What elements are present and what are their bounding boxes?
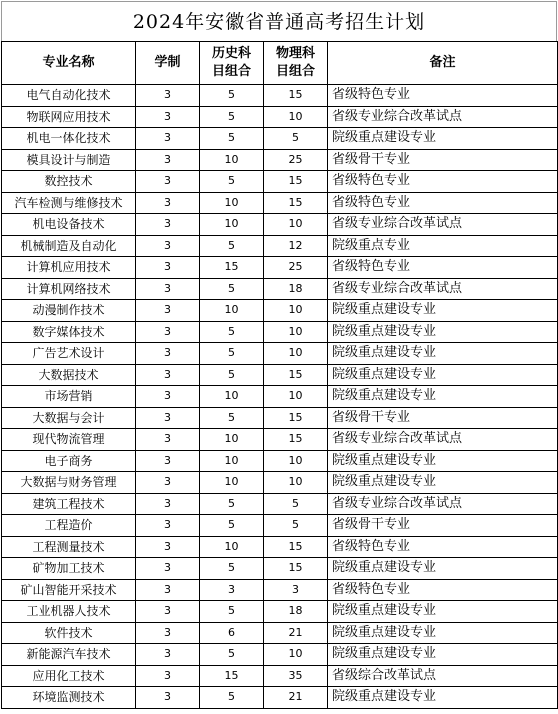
years-cell[interactable]: 3 — [136, 644, 200, 666]
note-cell[interactable]: 院级重点建设专业 — [328, 622, 558, 644]
history-cell[interactable]: 10 — [200, 149, 264, 171]
note-cell[interactable]: 省级骨干专业 — [328, 407, 558, 429]
history-cell[interactable]: 10 — [200, 536, 264, 558]
header-history[interactable]: 历史科目组合 — [200, 42, 264, 85]
history-cell[interactable]: 5 — [200, 343, 264, 365]
header-physics[interactable]: 物理科目组合 — [264, 42, 328, 85]
note-cell[interactable]: 院级重点建设专业 — [328, 601, 558, 623]
history-cell[interactable]: 5 — [200, 493, 264, 515]
physics-cell[interactable]: 15 — [264, 536, 328, 558]
table-row — [2, 536, 558, 558]
major-cell[interactable]: 工业机器人技术 — [2, 601, 136, 623]
years-cell[interactable]: 3 — [136, 85, 200, 107]
table-row — [2, 429, 558, 451]
history-cell[interactable]: 3 — [200, 579, 264, 601]
note-cell[interactable]: 省级专业综合改革试点 — [328, 214, 558, 236]
years-cell[interactable]: 3 — [136, 622, 200, 644]
physics-cell[interactable]: 5 — [264, 493, 328, 515]
years-cell[interactable]: 3 — [136, 493, 200, 515]
history-cell[interactable]: 10 — [200, 472, 264, 494]
major-cell[interactable]: 现代物流管理 — [2, 429, 136, 451]
years-cell[interactable]: 3 — [136, 407, 200, 429]
history-cell[interactable]: 5 — [200, 278, 264, 300]
physics-cell[interactable]: 5 — [264, 515, 328, 537]
note-cell[interactable]: 省级骨干专业 — [328, 149, 558, 171]
major-cell[interactable]: 矿山智能开采技术 — [2, 579, 136, 601]
years-cell[interactable]: 3 — [136, 235, 200, 257]
major-cell[interactable]: 矿物加工技术 — [2, 558, 136, 580]
header-major[interactable]: 专业名称 — [2, 42, 136, 85]
physics-cell[interactable]: 25 — [264, 149, 328, 171]
history-cell[interactable]: 5 — [200, 687, 264, 709]
note-cell[interactable]: 院级重点建设专业 — [328, 687, 558, 709]
note-cell[interactable]: 省级综合改革试点 — [328, 665, 558, 687]
note-cell[interactable]: 院级重点建设专业 — [328, 128, 558, 150]
years-cell[interactable]: 3 — [136, 386, 200, 408]
note-cell[interactable]: 院级重点建设专业 — [328, 450, 558, 472]
note-cell[interactable]: 院级重点建设专业 — [328, 343, 558, 365]
note-cell[interactable]: 院级重点建设专业 — [328, 321, 558, 343]
major-cell[interactable]: 机电设备技术 — [2, 214, 136, 236]
enrollment-plan-table — [1, 41, 558, 709]
history-cell[interactable]: 5 — [200, 364, 264, 386]
history-cell[interactable]: 15 — [200, 665, 264, 687]
years-cell[interactable]: 3 — [136, 687, 200, 709]
history-cell[interactable]: 10 — [200, 192, 264, 214]
note-cell[interactable]: 省级专业综合改革试点 — [328, 106, 558, 128]
history-cell[interactable]: 10 — [200, 450, 264, 472]
physics-cell[interactable]: 3 — [264, 579, 328, 601]
note-cell[interactable]: 省级专业综合改革试点 — [328, 278, 558, 300]
table-row — [2, 257, 558, 279]
table-row — [2, 515, 558, 537]
table-row — [2, 128, 558, 150]
major-cell[interactable]: 计算机应用技术 — [2, 257, 136, 279]
history-cell[interactable]: 5 — [200, 601, 264, 623]
physics-cell[interactable]: 15 — [264, 364, 328, 386]
note-cell[interactable]: 院级重点建设专业 — [328, 364, 558, 386]
header-row — [2, 42, 558, 85]
table-row — [2, 386, 558, 408]
physics-cell[interactable]: 10 — [264, 321, 328, 343]
table-body — [2, 85, 558, 709]
years-cell[interactable]: 3 — [136, 128, 200, 150]
note-cell[interactable]: 院级重点建设专业 — [328, 644, 558, 666]
major-cell[interactable]: 大数据技术 — [2, 364, 136, 386]
history-cell[interactable]: 10 — [200, 429, 264, 451]
history-cell[interactable]: 5 — [200, 85, 264, 107]
table-row — [2, 687, 558, 709]
major-cell[interactable]: 市场营销 — [2, 386, 136, 408]
note-cell[interactable]: 省级特色专业 — [328, 536, 558, 558]
major-cell[interactable]: 汽车检测与维修技术 — [2, 192, 136, 214]
table-row — [2, 106, 558, 128]
history-cell[interactable]: 10 — [200, 300, 264, 322]
years-cell[interactable]: 3 — [136, 343, 200, 365]
physics-cell[interactable]: 35 — [264, 665, 328, 687]
major-cell[interactable]: 电子商务 — [2, 450, 136, 472]
physics-cell[interactable]: 10 — [264, 106, 328, 128]
years-cell[interactable]: 3 — [136, 579, 200, 601]
major-cell[interactable]: 模具设计与制造 — [2, 149, 136, 171]
major-cell[interactable]: 计算机网络技术 — [2, 278, 136, 300]
major-cell[interactable]: 应用化工技术 — [2, 665, 136, 687]
physics-cell[interactable]: 15 — [264, 171, 328, 193]
years-cell[interactable]: 3 — [136, 192, 200, 214]
table-row — [2, 85, 558, 107]
years-cell[interactable]: 3 — [136, 515, 200, 537]
years-cell[interactable]: 3 — [136, 558, 200, 580]
years-cell[interactable]: 3 — [136, 257, 200, 279]
physics-cell[interactable]: 10 — [264, 343, 328, 365]
physics-cell[interactable]: 21 — [264, 622, 328, 644]
note-cell[interactable]: 院级重点专业 — [328, 235, 558, 257]
table-row — [2, 192, 558, 214]
note-cell[interactable]: 省级特色专业 — [328, 192, 558, 214]
years-cell[interactable]: 3 — [136, 472, 200, 494]
major-cell[interactable]: 电气自动化技术 — [2, 85, 136, 107]
years-cell[interactable]: 3 — [136, 171, 200, 193]
note-cell[interactable]: 省级特色专业 — [328, 257, 558, 279]
history-cell[interactable]: 10 — [200, 214, 264, 236]
history-cell[interactable]: 5 — [200, 558, 264, 580]
table-row — [2, 214, 558, 236]
table-row — [2, 558, 558, 580]
history-cell[interactable]: 5 — [200, 128, 264, 150]
table-row — [2, 364, 558, 386]
major-cell[interactable]: 工程测量技术 — [2, 536, 136, 558]
major-cell[interactable]: 工程造价 — [2, 515, 136, 537]
table-row — [2, 171, 558, 193]
note-cell[interactable]: 省级特色专业 — [328, 85, 558, 107]
history-cell[interactable]: 5 — [200, 106, 264, 128]
note-cell[interactable]: 院级重点建设专业 — [328, 558, 558, 580]
history-cell[interactable]: 10 — [200, 386, 264, 408]
table-row — [2, 601, 558, 623]
history-cell[interactable]: 5 — [200, 171, 264, 193]
spreadsheet — [1, 1, 557, 712]
years-cell[interactable]: 3 — [136, 278, 200, 300]
history-cell[interactable]: 15 — [200, 257, 264, 279]
note-cell[interactable]: 省级特色专业 — [328, 579, 558, 601]
note-cell[interactable]: 院级重点建设专业 — [328, 386, 558, 408]
major-cell[interactable]: 软件技术 — [2, 622, 136, 644]
history-cell[interactable]: 6 — [200, 622, 264, 644]
table-row — [2, 472, 558, 494]
years-cell[interactable]: 3 — [136, 536, 200, 558]
table-row — [2, 321, 558, 343]
physics-cell[interactable]: 10 — [264, 386, 328, 408]
physics-cell[interactable]: 15 — [264, 85, 328, 107]
years-cell[interactable]: 3 — [136, 601, 200, 623]
major-cell[interactable]: 数字媒体技术 — [2, 321, 136, 343]
years-cell[interactable]: 3 — [136, 321, 200, 343]
note-cell[interactable]: 院级重点建设专业 — [328, 300, 558, 322]
major-cell[interactable]: 数控技术 — [2, 171, 136, 193]
major-cell[interactable]: 广告艺术设计 — [2, 343, 136, 365]
history-cell[interactable]: 5 — [200, 321, 264, 343]
years-cell[interactable]: 3 — [136, 214, 200, 236]
table-row — [2, 149, 558, 171]
physics-cell[interactable]: 15 — [264, 558, 328, 580]
physics-cell[interactable]: 18 — [264, 278, 328, 300]
note-cell[interactable]: 省级专业综合改革试点 — [328, 429, 558, 451]
physics-cell[interactable]: 10 — [264, 214, 328, 236]
header-years[interactable]: 学制 — [136, 42, 200, 85]
major-cell[interactable]: 环境监测技术 — [2, 687, 136, 709]
table-row — [2, 579, 558, 601]
table-row — [2, 665, 558, 687]
major-cell[interactable]: 机械制造及自动化 — [2, 235, 136, 257]
physics-cell[interactable]: 10 — [264, 644, 328, 666]
years-cell[interactable]: 3 — [136, 149, 200, 171]
physics-cell[interactable]: 18 — [264, 601, 328, 623]
header-note[interactable]: 备注 — [328, 42, 558, 85]
physics-cell[interactable]: 12 — [264, 235, 328, 257]
history-cell[interactable]: 5 — [200, 407, 264, 429]
note-cell[interactable]: 省级骨干专业 — [328, 515, 558, 537]
table-row — [2, 278, 558, 300]
physics-cell[interactable]: 21 — [264, 687, 328, 709]
physics-cell[interactable]: 10 — [264, 300, 328, 322]
physics-cell[interactable]: 10 — [264, 450, 328, 472]
table-title: 2024年安徽省普通高考招生计划 — [1, 1, 557, 41]
major-cell[interactable]: 大数据与会计 — [2, 407, 136, 429]
physics-cell[interactable]: 15 — [264, 407, 328, 429]
table-row — [2, 493, 558, 515]
years-cell[interactable]: 3 — [136, 300, 200, 322]
major-cell[interactable]: 新能源汽车技术 — [2, 644, 136, 666]
table-row — [2, 300, 558, 322]
history-cell[interactable]: 5 — [200, 515, 264, 537]
major-cell[interactable]: 大数据与财务管理 — [2, 472, 136, 494]
table-row — [2, 343, 558, 365]
note-cell[interactable]: 省级专业综合改革试点 — [328, 493, 558, 515]
table-row — [2, 622, 558, 644]
note-cell[interactable]: 院级重点建设专业 — [328, 472, 558, 494]
years-cell[interactable]: 3 — [136, 665, 200, 687]
years-cell[interactable]: 3 — [136, 450, 200, 472]
physics-cell[interactable]: 15 — [264, 192, 328, 214]
note-cell[interactable]: 省级特色专业 — [328, 171, 558, 193]
years-cell[interactable]: 3 — [136, 364, 200, 386]
physics-cell[interactable]: 5 — [264, 128, 328, 150]
physics-cell[interactable]: 25 — [264, 257, 328, 279]
major-cell[interactable]: 建筑工程技术 — [2, 493, 136, 515]
years-cell[interactable]: 3 — [136, 429, 200, 451]
physics-cell[interactable]: 10 — [264, 472, 328, 494]
major-cell[interactable]: 动漫制作技术 — [2, 300, 136, 322]
history-cell[interactable]: 5 — [200, 644, 264, 666]
table-row — [2, 235, 558, 257]
table-row — [2, 407, 558, 429]
major-cell[interactable]: 物联网应用技术 — [2, 106, 136, 128]
table-row — [2, 644, 558, 666]
years-cell[interactable]: 3 — [136, 106, 200, 128]
history-cell[interactable]: 5 — [200, 235, 264, 257]
table-row — [2, 450, 558, 472]
physics-cell[interactable]: 15 — [264, 429, 328, 451]
major-cell[interactable]: 机电一体化技术 — [2, 128, 136, 150]
